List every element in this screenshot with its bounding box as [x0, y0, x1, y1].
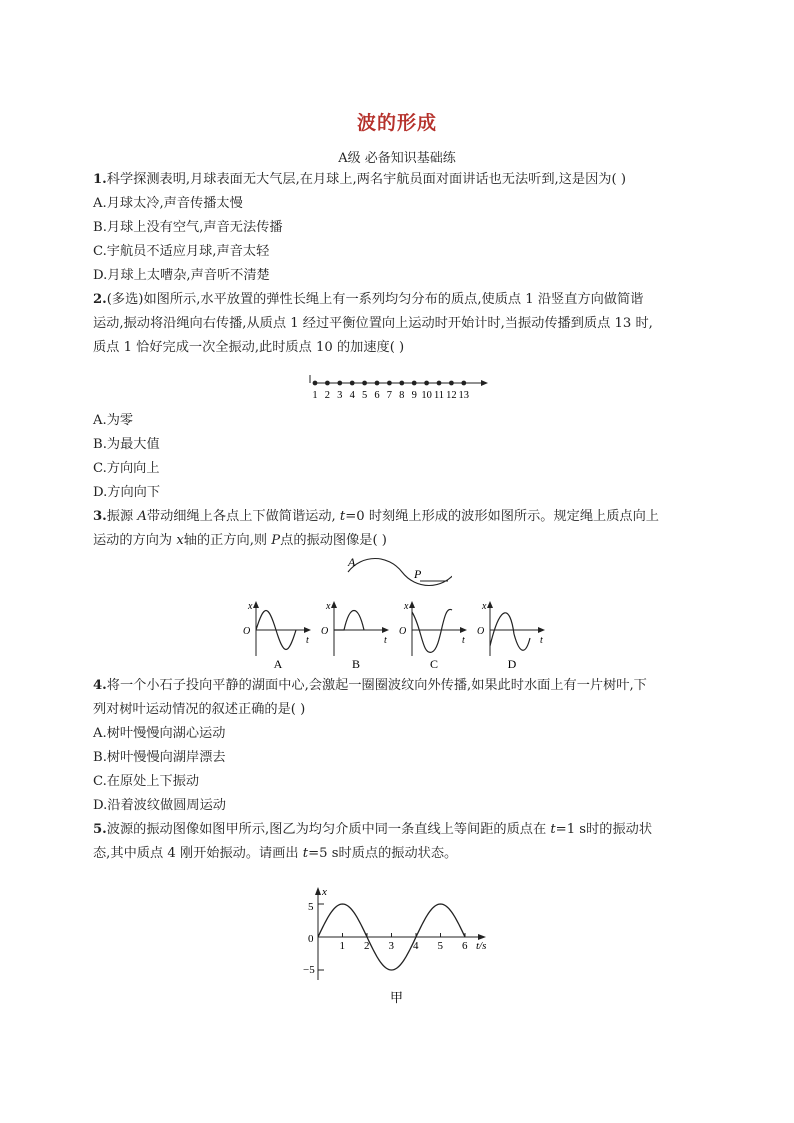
graph-t-label: t: [306, 635, 309, 646]
q4-stem-line1: 4.将一个小石子投向平静的湖面中心,会激起一圈圈波纹向外传播,如果此时水面上有一片树叶,下: [93, 678, 647, 693]
graph-origin-label: O: [243, 626, 251, 637]
graph-y-arrow: [487, 601, 493, 608]
rope-point-label: 1: [312, 390, 318, 401]
y-axis-label: x: [322, 886, 327, 898]
rope-point-label: 11: [433, 390, 445, 401]
graph-x-label: x: [482, 601, 487, 612]
rope-point-label: 9: [411, 390, 417, 401]
choice-label-d: D: [507, 657, 517, 671]
page-title: 波的形成: [356, 112, 437, 134]
rope-point-label: 8: [399, 390, 405, 401]
q1-number: 1.: [93, 172, 107, 187]
graph-t-arrow: [304, 627, 311, 633]
graph-y-arrow: [253, 601, 259, 608]
graph-x-label: x: [326, 601, 331, 612]
graph-origin-label: O: [321, 626, 329, 637]
q1-stem: 1.科学探测表明,月球表面无大气层,在月球上,两名宇航员面对面讲话也无法听到,这是因为( ): [93, 172, 626, 187]
q1-option-b: B.月球上没有空气,声音无法传播: [93, 220, 283, 235]
q1-option-c: C.宇航员不适应月球,声音太轻: [93, 244, 270, 259]
q4-option-d: D.沿着波纹做圆周运动: [93, 798, 226, 813]
choice-graph-d: [477, 601, 545, 671]
origin-label: 0: [308, 933, 314, 945]
rope-point-label: 5: [361, 390, 368, 401]
rope-point-9: [412, 381, 417, 386]
q3-choice-graphs: [238, 598, 558, 673]
rope-point-5: [362, 381, 367, 386]
choice-label-c: C: [429, 657, 439, 671]
graph-curve: [490, 613, 530, 650]
wave-label-p: P: [414, 567, 422, 581]
graph-x-label: x: [248, 601, 253, 612]
choice-label-b: B: [351, 657, 361, 671]
graph-t-label: t: [540, 635, 543, 646]
section-heading: A级 必备知识基础练: [338, 151, 456, 166]
choice-graph-b: [321, 601, 389, 671]
graph-y-arrow: [331, 601, 337, 608]
x-tick-label: 4: [413, 940, 419, 952]
rope-point-label: 2: [324, 390, 331, 401]
graph-curve: [412, 609, 452, 652]
x-tick-label: 6: [462, 940, 468, 952]
choice-graph-c: [399, 601, 467, 671]
rope-point-13: [461, 381, 466, 386]
graph-curve: [334, 611, 364, 631]
y-tick-pos: 5: [308, 901, 314, 913]
x-tick-label: 3: [388, 940, 394, 952]
q3-stem-line1: 3.振源 A带动细绳上各点上下做简谐运动, t=0 时刻绳上形成的波形如图所示。规定绳上质点向上: [93, 509, 659, 524]
rope-points-diagram: [305, 370, 490, 405]
q4-option-a: A.树叶慢慢向湖心运动: [93, 726, 226, 741]
graph-t-arrow: [538, 627, 545, 633]
rope-point-10: [424, 381, 429, 386]
rope-point-1: [313, 381, 318, 386]
graph-origin-label: O: [477, 626, 485, 637]
x-tick-label: 1: [339, 940, 345, 952]
q4-stem-line2: 列对树叶运动情况的叙述正确的是( ): [93, 702, 306, 717]
graph-t-arrow: [382, 627, 389, 633]
rope-point-6: [375, 381, 380, 386]
q2-stem-line1: 2.(多选)如图所示,水平放置的弹性长绳上有一系列均匀分布的质点,使质点 1 沿竖直方向做简谐: [93, 292, 644, 307]
rope-point-7: [387, 381, 392, 386]
q2-option-a: A.为零: [93, 413, 134, 428]
q5-stem-line2: 态,其中质点 4 刚开始振动。请画出 t=5 s时质点的振动状态。: [93, 846, 458, 861]
choice-label-a: A: [273, 657, 283, 671]
rope-point-label: 6: [374, 390, 380, 401]
y-tick-neg: −5: [303, 964, 315, 976]
q1-option-a: A.月球太冷,声音传播太慢: [93, 196, 243, 211]
rope-point-label: 7: [386, 390, 393, 401]
q3-wave-diagram: [340, 555, 452, 597]
q2-option-b: B.为最大值: [93, 437, 160, 452]
q2-option-d: D.方向向下: [93, 485, 161, 500]
graph-y-arrow: [409, 601, 415, 608]
rope-point-8: [399, 381, 404, 386]
q3-stem-line2: 运动的方向为 x轴的正方向,则 P点的振动图像是( ): [93, 533, 387, 548]
rope-point-label: 4: [349, 390, 355, 401]
q2-stem-line2: 运动,振动将沿绳向右传播,从质点 1 经过平衡位置向上运动时开始计时,当振动传播到质点 13 时,: [93, 316, 653, 331]
rope-point-2: [325, 381, 330, 386]
q3-number: 3.: [93, 509, 107, 524]
rope-point-3: [337, 381, 342, 386]
graph-caption: 甲: [390, 990, 404, 1005]
choice-graph-a: [243, 601, 311, 671]
wave-label-a: A: [348, 555, 356, 569]
graph-origin-label: O: [399, 626, 407, 637]
q5-number: 5.: [93, 822, 107, 837]
graph-t-label: t: [384, 635, 387, 646]
graph-x-label: x: [404, 601, 409, 612]
q4-option-c: C.在原处上下振动: [93, 774, 200, 789]
q1-option-d: D.月球上太嘈杂,声音听不清楚: [93, 268, 270, 283]
q4-number: 4.: [93, 678, 107, 693]
q2-option-c: C.方向向上: [93, 461, 160, 476]
y-axis-arrow: [315, 887, 321, 895]
rope-point-11: [437, 381, 442, 386]
x-tick-label: 5: [437, 940, 443, 952]
q2-number: 2.: [93, 292, 107, 307]
q5-vibration-graph-jia: [300, 885, 500, 1010]
graph-t-label: t: [462, 635, 465, 646]
x-axis-label: t/s: [476, 940, 487, 952]
rope-point-4: [350, 381, 355, 386]
rope-point-12: [449, 381, 454, 386]
q4-option-b: B.树叶慢慢向湖岸漂去: [93, 750, 226, 765]
q2-stem-line3: 质点 1 恰好完成一次全振动,此时质点 10 的加速度( ): [93, 340, 405, 355]
x-tick-label: 2: [364, 940, 370, 952]
graph-t-arrow: [460, 627, 467, 633]
rope-point-label: 3: [337, 390, 343, 401]
q5-stem-line1: 5.波源的振动图像如图甲所示,图乙为均匀介质中同一条直线上等间距的质点在 t=1 s时的振动状: [93, 822, 653, 837]
rope-point-label: 13: [458, 390, 470, 401]
rope-point-label: 10: [421, 390, 432, 401]
rope-point-label: 12: [446, 390, 457, 401]
